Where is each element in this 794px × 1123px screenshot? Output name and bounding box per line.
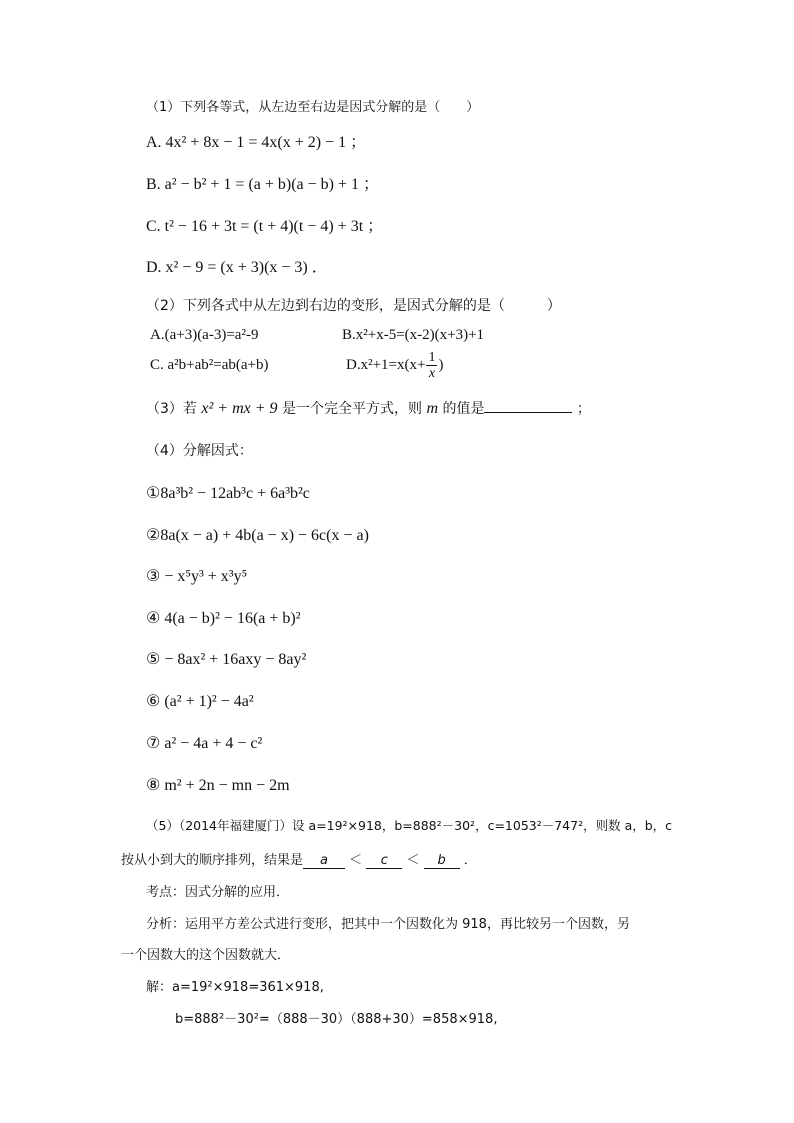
q3-end: ；: [576, 401, 591, 417]
q5-line2-suffix: ．: [463, 853, 477, 868]
q4-item-3: ③ − x⁵y³ + x³y⁵: [146, 568, 248, 585]
fraction-numerator: 1: [428, 350, 436, 365]
q2-option-c: C. a²b+ab²=ab(a+b): [150, 357, 269, 373]
q4-item-2: ②8a(x − a) + 4b(a − x) − 6c(x − a): [146, 527, 369, 544]
q1-option-d: D. x² − 9 = (x + 3)(x − 3) ．: [146, 259, 328, 276]
q4-item-5: ⑤ − 8ax² + 16axy − 8ay²: [146, 651, 307, 668]
q4-item-4: ④ 4(a − b)² − 16(a + b)²: [146, 610, 301, 627]
q4-stem: （4）分解因式：: [146, 443, 253, 459]
q3-line: [146, 398, 591, 418]
q3-middle: 是一个完全平方式，则: [281, 401, 422, 417]
q3-answer-blank: [484, 412, 572, 413]
q4-item-7: ⑦ a² − 4a + 4 − c²: [146, 735, 263, 752]
q5-answer-2: c: [366, 854, 402, 869]
less-than-sign: ＜: [349, 853, 363, 868]
q5-fenxi-2: 一个因数大的这个因数就大．: [121, 948, 291, 963]
less-than-sign: ＜: [406, 853, 420, 868]
q5-answer-1: a: [303, 854, 345, 869]
q4-item-8: ⑧ m² + 2n − mn − 2m: [146, 777, 290, 794]
fraction-denominator: x: [428, 366, 436, 381]
q2-option-d-prefix: D.x²+1=x(x+: [346, 356, 426, 373]
q4-item-6: ⑥ (a² + 1)² − 4a²: [146, 693, 254, 710]
q1-option-c: C. t² − 16 + 3t = (t + 4)(t − 4) + 3t ；: [146, 218, 384, 235]
q1-option-a: A. 4x² + 8x − 1 = 4x(x + 2) − 1 ；: [146, 134, 367, 151]
q3-expression: x² + mx + 9: [201, 400, 278, 417]
q1-stem: （1）下列各等式，从左边至右边是因式分解的是（ ）: [146, 100, 480, 115]
q5-solution-1: 解：a=19²×918=361×918,: [146, 980, 324, 995]
q4-item-1: ①8a³b² − 12ab³c + 6a³b²c: [146, 485, 310, 502]
q5-line2-prefix: 按从小到大的顺序排列，结果是: [121, 853, 304, 868]
q2-option-b: B.x²+x-5=(x-2)(x+3)+1: [342, 327, 485, 343]
q3-variable: m: [426, 400, 438, 417]
q2-stem: （2）下列各式中从左边到右边的变形，是因式分解的是（ ）: [146, 298, 561, 314]
q5-kaodian: 考点：因式分解的应用．: [146, 885, 290, 900]
q5-line2: [121, 849, 477, 869]
q2-option-d-suffix: ): [438, 356, 444, 373]
q1-option-b: B. a² − b² + 1 = (a + b)(a − b) + 1 ；: [146, 176, 380, 193]
q3-suffix: 的值是: [442, 401, 485, 417]
q3-prefix: （3）若: [146, 401, 197, 417]
q5-answer-3: b: [424, 854, 460, 869]
q2-option-d: [346, 350, 443, 381]
fraction-one-over-x: [426, 350, 437, 381]
q5-solution-2: b=888²－30²=（888－30）（888+30）=858×918,: [175, 1012, 498, 1027]
q5-fenxi-1: 分析：运用平方差公式进行变形，把其中一个因数化为 918，再比较另一个因数，另: [146, 917, 630, 932]
q5-line1: （5）（2014年福建厦门）设 a=19²×918，b=888²－30²，c=1053²－747²，则数 a，b，c: [146, 818, 673, 833]
q2-option-a: A.(a+3)(a-3)=a²-9: [150, 327, 259, 343]
